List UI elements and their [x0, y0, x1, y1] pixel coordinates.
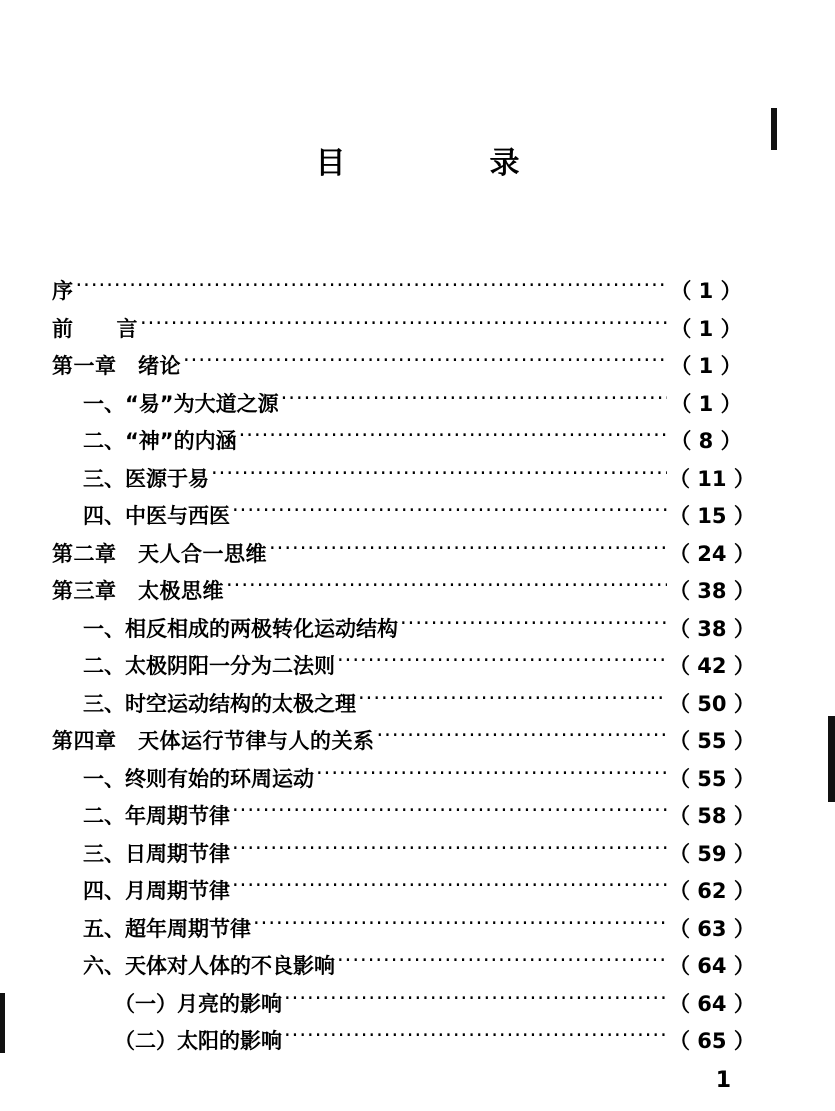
toc-dot-leader	[239, 428, 667, 448]
page-title: 目 录	[315, 146, 548, 181]
scan-edge-mark-right	[828, 716, 835, 802]
toc-entry-page: （ 8 ）	[670, 429, 742, 453]
toc-entry[interactable]	[52, 916, 755, 941]
toc-entry-label: 一、终则有始的环周运动	[83, 766, 314, 791]
toc-entry-page: （ 50 ）	[669, 691, 755, 716]
toc-entry[interactable]	[52, 353, 743, 377]
toc-entry-label: 前 言	[52, 316, 138, 341]
toc-entry-page: （ 1 ）	[670, 391, 742, 416]
toc-entry-page: （ 38 ）	[669, 616, 755, 641]
toc-entry-page: （ 58 ）	[669, 804, 755, 828]
toc-entry[interactable]	[52, 316, 743, 340]
toc-dot-leader	[316, 766, 667, 786]
toc-entry[interactable]	[52, 766, 755, 791]
toc-entry[interactable]	[52, 278, 743, 302]
toc-dot-leader	[358, 691, 667, 711]
toc-entry-page: （ 55 ）	[669, 766, 755, 791]
toc-entry-page: （ 65 ）	[669, 1029, 755, 1053]
toc-dot-leader	[232, 803, 667, 823]
toc-entry-page: （ 62 ）	[669, 879, 755, 903]
toc-entry-label: 四、月周期节律	[83, 879, 230, 903]
toc-dot-leader	[226, 578, 667, 598]
toc-dot-leader	[281, 391, 667, 411]
toc-entry-label: 第一章 绪论	[52, 354, 181, 378]
toc-dot-leader	[140, 316, 667, 336]
toc-entry-label: 三、医源于易	[83, 466, 209, 491]
toc-entry[interactable]	[52, 1028, 755, 1053]
toc-entry-page: （ 24 ）	[669, 541, 755, 566]
toc-entry[interactable]	[52, 541, 755, 566]
toc-entry[interactable]	[52, 653, 755, 678]
toc-dot-leader	[232, 503, 667, 523]
toc-entry-page: （ 1 ）	[670, 354, 742, 378]
toc-entry-label: 第三章 太极思维	[52, 579, 224, 603]
scan-edge-mark-left	[0, 993, 5, 1053]
toc-entry-page: （ 59 ）	[669, 841, 755, 866]
toc-dot-leader	[337, 653, 667, 673]
toc-entry-label: 六、天体对人体的不良影响	[83, 954, 335, 978]
scan-edge-mark-top-right	[771, 108, 777, 150]
toc-entry-label: 四、中医与西医	[83, 504, 230, 528]
toc-entry-label: 二、太极阴阳一分为二法则	[83, 654, 335, 678]
toc-entry-page: （ 11 ）	[669, 466, 755, 491]
toc-entry-page: （ 42 ）	[669, 654, 755, 678]
toc-entry[interactable]	[52, 616, 755, 641]
toc-entry-label: 一、“易”为大道之源	[83, 391, 279, 416]
toc-dot-leader	[232, 878, 667, 898]
toc-entry-label: 二、年周期节律	[83, 804, 230, 828]
toc-dot-leader	[284, 1028, 667, 1048]
toc-dot-leader	[211, 466, 667, 486]
toc-entry[interactable]	[52, 991, 755, 1016]
toc-entry-label: （二）太阳的影响	[114, 1029, 282, 1053]
toc-entry-label: （一）月亮的影响	[114, 991, 282, 1016]
toc-dot-leader	[284, 991, 667, 1011]
toc-entry-label: 五、超年周期节律	[83, 916, 251, 941]
toc-dot-leader	[232, 841, 667, 861]
toc-dot-leader	[253, 916, 667, 936]
toc-entry[interactable]	[52, 878, 755, 903]
toc-entry-page: （ 15 ）	[669, 504, 755, 528]
toc-entry[interactable]	[52, 953, 755, 978]
toc-entry-label: 三、日周期节律	[83, 841, 230, 866]
toc-entry-page: （ 1 ）	[670, 316, 742, 341]
toc-entry-page: （ 55 ）	[669, 729, 755, 753]
toc-entry[interactable]	[52, 503, 755, 528]
toc-entry[interactable]	[52, 391, 743, 415]
toc-entry[interactable]	[52, 428, 743, 452]
table-of-contents	[0, 278, 835, 1052]
toc-entry-label: 一、相反相成的两极转化运动结构	[83, 616, 398, 641]
toc-entry-label: 第四章 天体运行节律与人的关系	[52, 729, 375, 753]
toc-entry-page: （ 63 ）	[669, 916, 755, 941]
toc-dot-leader	[183, 353, 667, 373]
toc-dot-leader	[337, 953, 667, 973]
toc-entry-page: （ 38 ）	[669, 579, 755, 603]
toc-entry-page: （ 64 ）	[669, 954, 755, 978]
page-number: 1	[715, 1068, 731, 1093]
toc-entry[interactable]	[52, 466, 755, 491]
toc-entry[interactable]	[52, 803, 755, 828]
toc-entry[interactable]	[52, 578, 755, 603]
toc-entry[interactable]	[52, 728, 755, 753]
toc-entry-label: 二、“神”的内涵	[83, 429, 237, 453]
toc-dot-leader	[76, 278, 668, 298]
toc-dot-leader	[400, 616, 667, 636]
toc-entry-label: 序	[52, 279, 74, 303]
toc-entry[interactable]	[52, 691, 755, 716]
toc-entry-page: （ 1 ）	[670, 279, 742, 303]
toc-entry-page: （ 64 ）	[669, 991, 755, 1016]
toc-entry-label: 第二章 天人合一思维	[52, 541, 267, 566]
toc-dot-leader	[377, 728, 668, 748]
toc-entry-label: 三、时空运动结构的太极之理	[83, 691, 356, 716]
toc-entry[interactable]	[52, 841, 755, 866]
toc-dot-leader	[269, 541, 667, 561]
